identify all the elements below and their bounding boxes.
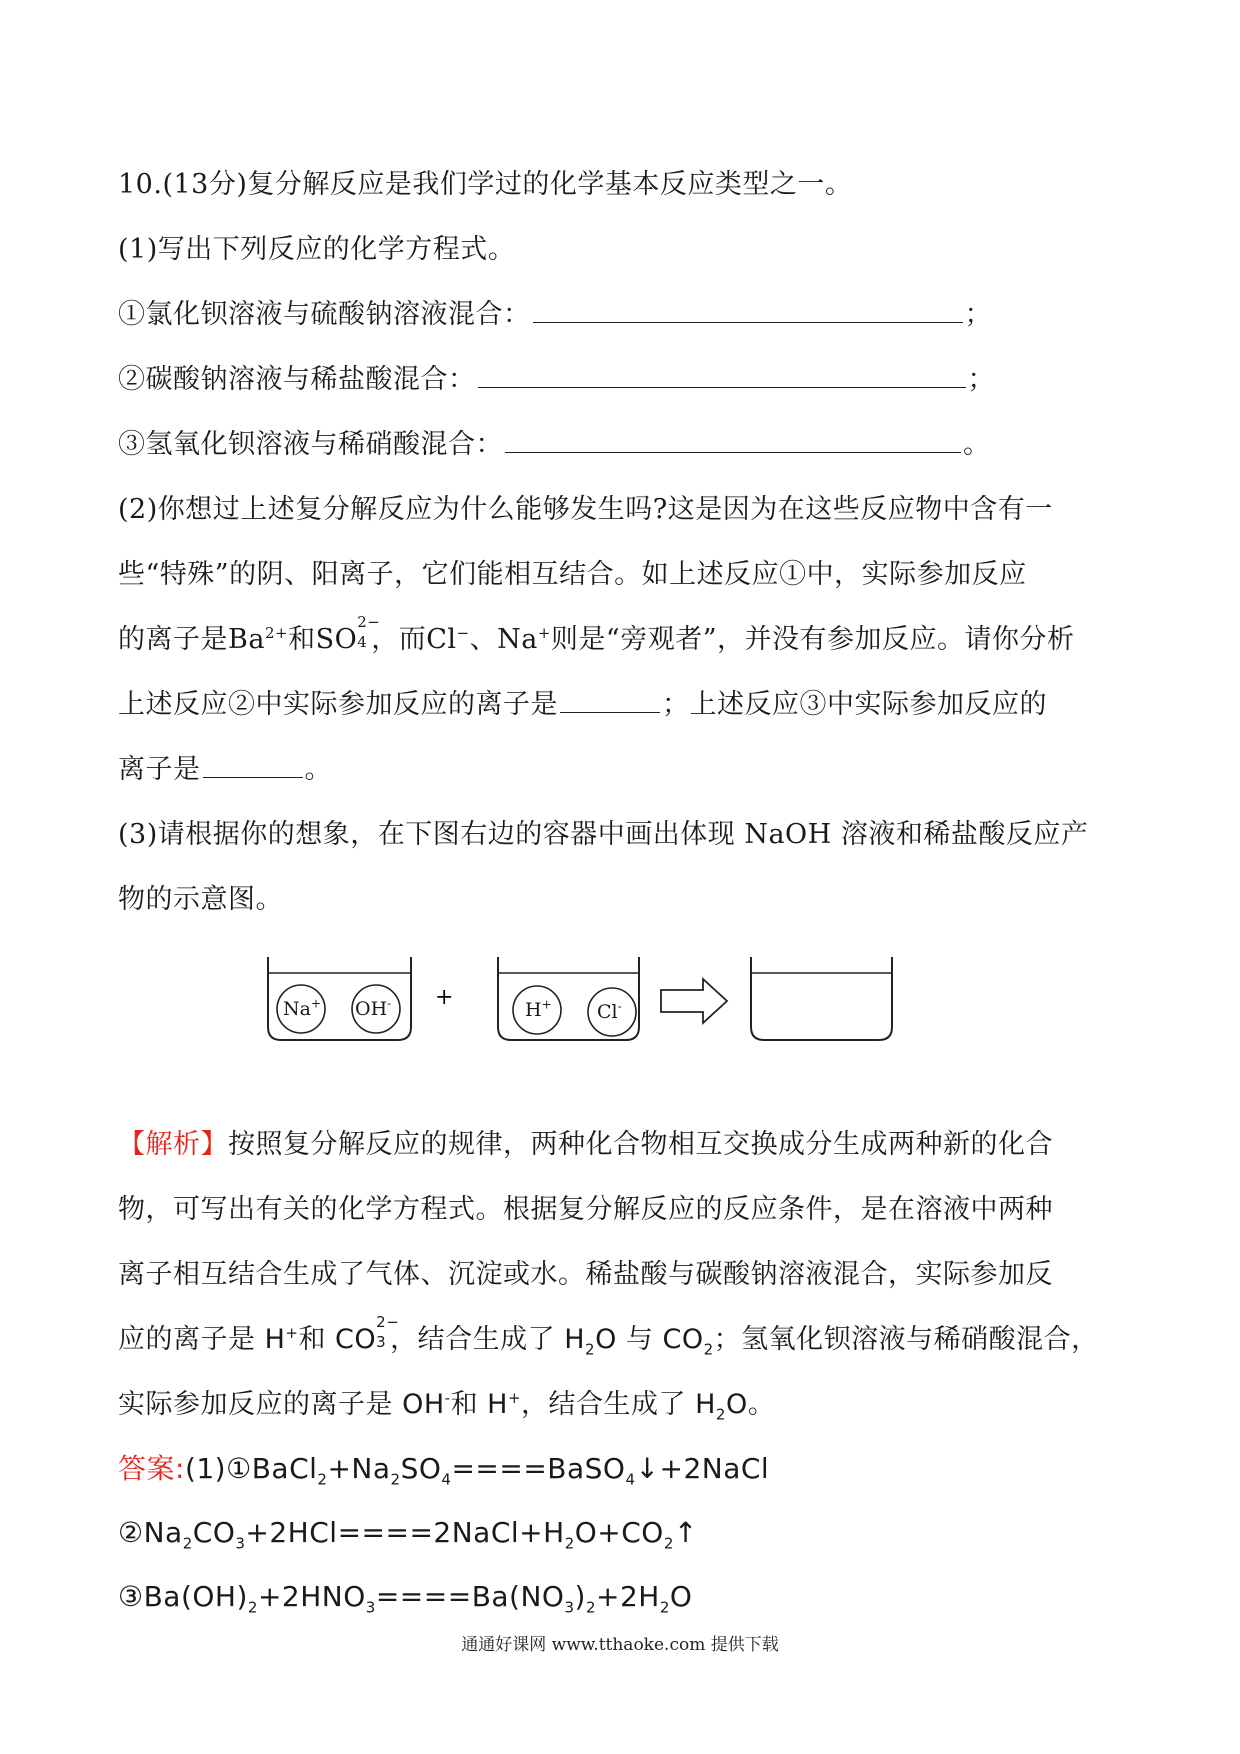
item3-line bbox=[118, 412, 1128, 477]
part2-l4-a: 上述反应②中实际参加反应的离子是 bbox=[118, 689, 558, 720]
beaker-product-empty[interactable] bbox=[751, 957, 892, 1040]
item1-text: ①氯化钡溶液与硫酸钠溶液混合： bbox=[118, 299, 531, 330]
analysis-tag: 【解析】 bbox=[118, 1129, 228, 1160]
plus-sign: + bbox=[435, 985, 454, 1010]
reaction2-ions-blank[interactable] bbox=[560, 682, 660, 713]
item1-answer-blank[interactable] bbox=[533, 292, 963, 323]
answer-line3: $③Ba(OH)_2+2HNO_3====Ba(NO_3)_2+2H_2O$ bbox=[118, 1580, 693, 1617]
part2-l3-b: 和SO bbox=[288, 624, 358, 655]
part2-line1: (2)你想过上述复分解反应为什么能够发生吗?这是因为在这些反应物中含有一 bbox=[118, 494, 1053, 525]
page-footer: 通通好课网 www.tthaoke.com 提供下载 bbox=[461, 1635, 779, 1655]
answer-line1: 答案$:(1)①BaCl_2+Na_2SO_4====BaSO_4↓+2NaCl$ bbox=[118, 1452, 770, 1489]
reaction3-ions-blank[interactable] bbox=[203, 747, 303, 778]
cl-ion-label: Cl- bbox=[597, 999, 622, 1023]
beaker-diagram bbox=[118, 932, 1128, 1092]
item3-text: ③氢氧化钡溶液与稀硝酸混合： bbox=[118, 429, 503, 460]
part3-line1: (3)请根据你的想象，在下图右边的容器中画出体现 NaOH 溶液和稀盐酸反应产 bbox=[118, 819, 1089, 850]
analysis-line5: 实际参加反应的离子是 OH-和 H+，结合生成了 $H_2O$。 bbox=[118, 1389, 776, 1424]
oh-ion-label: OH- bbox=[355, 996, 392, 1020]
na-ion-label: Na+ bbox=[283, 996, 322, 1020]
part2-l3-c: ，而Cl bbox=[371, 624, 457, 655]
answer-tag: 答案: bbox=[118, 1452, 185, 1485]
h-ion-label: H+ bbox=[525, 997, 552, 1021]
part2-line5 bbox=[118, 737, 1128, 802]
part2-line3: 的离子是$Ba^{2+}$和SO 2− 4 ，而Cl−、Na+则是“旁观者”，并没有参加反应。请你分析 bbox=[118, 613, 1075, 655]
analysis-line3: 离子相互结合生成了气体、沉淀或水。稀盐酸与碳酸钠溶液混合，实际参加反 bbox=[118, 1259, 1053, 1290]
analysis-line1: 【解析】按照复分解反应的规律，两种化合物相互交换成分生成两种新的化合 bbox=[118, 1129, 1053, 1160]
item1-line bbox=[118, 282, 1128, 347]
answer-line2: $②Na_2CO_3+2HCl====2NaCl+H_2O+CO_2↑$ bbox=[118, 1516, 698, 1553]
beaker-hcl bbox=[498, 957, 639, 1040]
part2-l4-b: ；上述反应③中实际参加反应的 bbox=[662, 689, 1047, 720]
part2-l3-d: 、Na bbox=[469, 624, 538, 655]
item3-answer-blank[interactable] bbox=[505, 422, 961, 453]
part2-l5-b: 。 bbox=[304, 754, 332, 785]
item1-end: ； bbox=[964, 299, 992, 330]
part3-line2: 物的示意图。 bbox=[118, 884, 283, 915]
item2-answer-blank[interactable] bbox=[478, 357, 966, 388]
item2-text: ②碳酸钠溶液与稀盐酸混合： bbox=[118, 364, 476, 395]
reaction-arrow-icon bbox=[661, 979, 727, 1023]
analysis-line4: 应的离子是 H+和 CO 2− 3 ，结合生成了 $H_2O$ 与 $CO_2$；氢氧化钡溶液与稀硝酸混合， bbox=[118, 1313, 1099, 1359]
ba-charge: 2+ bbox=[264, 624, 289, 642]
na-charge: + bbox=[537, 624, 551, 642]
part2-l3-a: 的离子是Ba bbox=[118, 624, 265, 655]
item2-line bbox=[118, 347, 1128, 412]
part2-l5-a: 离子是 bbox=[118, 754, 201, 785]
cl-charge: − bbox=[456, 624, 470, 642]
question-page bbox=[118, 152, 1128, 1629]
part1-title: (1)写出下列反应的化学方程式。 bbox=[118, 234, 516, 265]
item3-end: 。 bbox=[963, 429, 991, 460]
answer-section bbox=[118, 1437, 1128, 1629]
part2-l3-e: 则是“旁观者”，并没有参加反应。请你分析 bbox=[550, 624, 1075, 655]
item2-end: ； bbox=[967, 364, 995, 395]
analysis-section bbox=[118, 1112, 1128, 1437]
part2-line4 bbox=[118, 672, 1128, 737]
analysis-line2: 物，可写出有关的化学方程式。根据复分解反应的反应条件，是在溶液中两种 bbox=[118, 1194, 1053, 1225]
part2-line2: 些“特殊”的阴、阳离子，它们能相互结合。如上述反应①中，实际参加反应 bbox=[118, 559, 1027, 590]
question-header: 10.(13分)复分解反应是我们学过的化学基本反应类型之一。 bbox=[118, 169, 853, 200]
